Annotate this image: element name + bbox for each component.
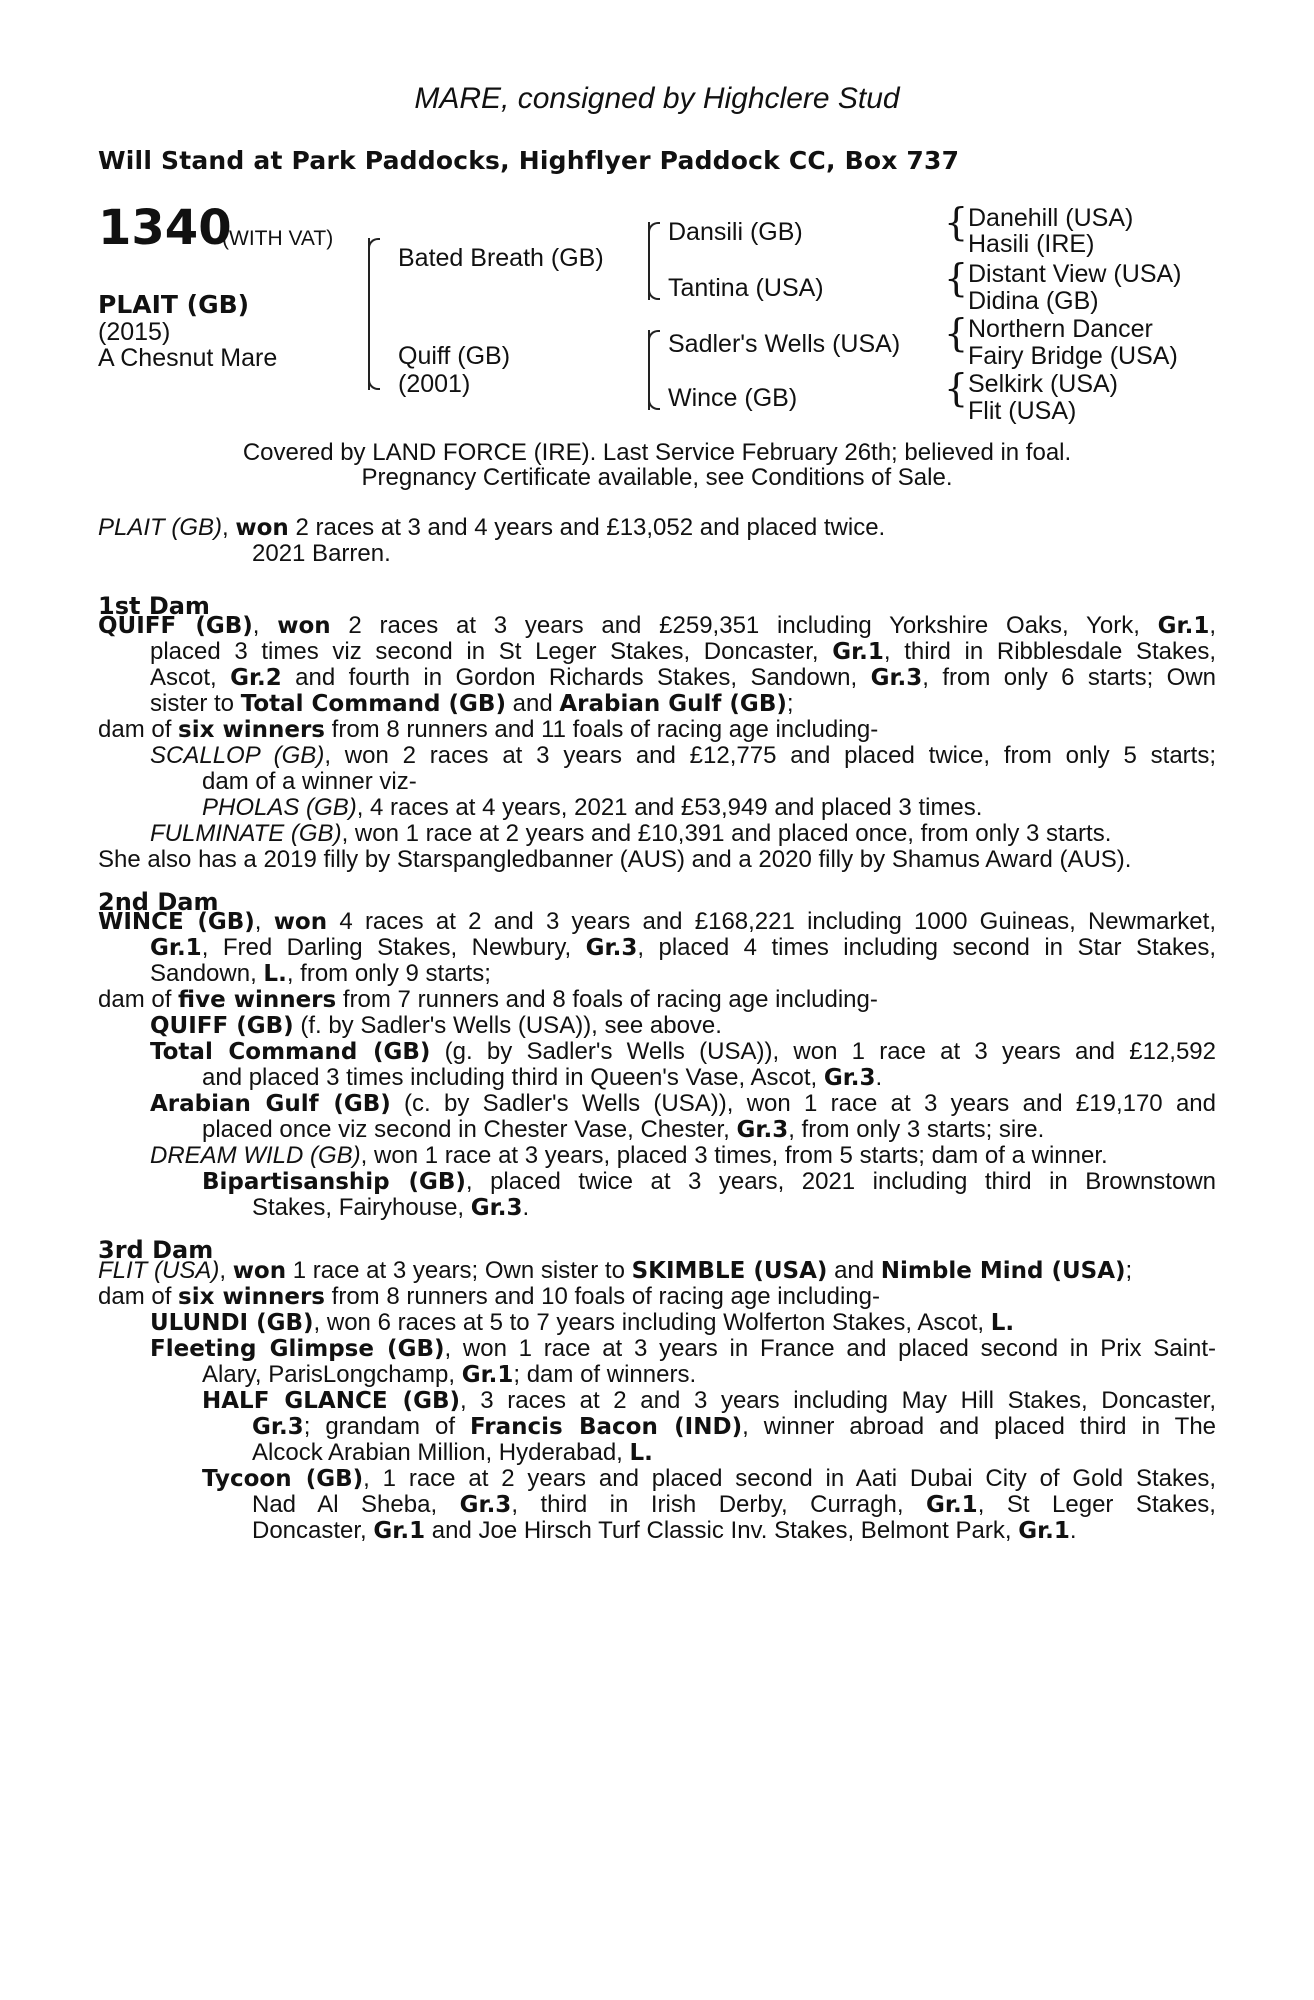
dam3-l1-seg: won [232, 1258, 287, 1284]
dam3-l7-seg: Francis Bacon (IND) [470, 1414, 743, 1440]
dam3-l7-seg: Gr.3 [252, 1414, 304, 1440]
dam1-line-l6 [150, 743, 1216, 769]
dam3-l1-seg: , [219, 1257, 233, 1284]
dam1-l4-seg: Total Command (GB) [240, 691, 506, 717]
brace-glyph-4: { [944, 366, 969, 410]
horse-description: A Chesnut Mare [98, 344, 278, 372]
dam2-l1-seg: , [254, 908, 274, 935]
dam2-l3-seg: , from only 9 starts; [286, 960, 491, 987]
dam3-line-l4 [150, 1336, 1216, 1363]
pedigree-brace-main [368, 238, 380, 390]
covered-line: Covered by LAND FORCE (IRE). Last Service February 26th; believed in foal. [242, 439, 1072, 466]
dam3-line-l8 [252, 1440, 653, 1467]
dam3-l10-seg: , third in Irish Derby, Curragh, [511, 1491, 926, 1518]
dam3-l5-seg: ; dam of winners. [513, 1361, 697, 1388]
dam1-line-l10: She also has a 2019 filly by Starspangledbanner (AUS) and a 2020 filly by Shamus Award (AUS). [98, 846, 1132, 873]
dam3-l1-seg: SKIMBLE (USA) [631, 1258, 828, 1284]
plait-record: PLAIT (GB), won 2 races at 3 and 4 years and £13,052 and placed twice. [98, 514, 886, 541]
dam3-line-l1 [98, 1258, 1132, 1285]
dam3-l3-seg: ULUNDI (GB) [150, 1310, 314, 1336]
dam3-l5-seg: Alary, ParisLongchamp, [202, 1361, 462, 1388]
pedigree-dam-dam: Wince (GB) [668, 384, 798, 412]
dam2-l12-seg: Stakes, Fairyhouse, [252, 1194, 471, 1221]
dam1-line-l8 [202, 795, 982, 821]
dam1-line-l7: dam of a winner viz- [202, 768, 417, 795]
dam1-line-l3 [150, 665, 1216, 692]
dam3-line-l9 [202, 1466, 1216, 1493]
plait-2021: 2021 Barren. [252, 540, 391, 567]
plait-record-text: 2 races at 3 and 4 years and £13,052 and placed twice. [288, 514, 886, 541]
pregnancy-line: Pregnancy Certificate available, see Conditions of Sale. [361, 464, 953, 491]
dam1-l1-seg: , [252, 612, 278, 639]
dam3-l8-seg: L. [629, 1440, 653, 1466]
dam3-line-l2 [98, 1284, 880, 1311]
dam3-l7-seg: ; grandam of [303, 1413, 470, 1440]
dam2-l9-seg: Gr.3 [736, 1117, 789, 1143]
dam1-l2-seg: placed 3 times viz second in St Leger Stakes, Doncaster, [150, 638, 833, 665]
lot-number: 1340 [98, 200, 232, 256]
brace-glyph-3: { [944, 311, 969, 355]
dam3-l2-seg: dam of [98, 1283, 179, 1310]
pedigree-dss: Northern Dancer [968, 315, 1153, 343]
dam1-l6-seg: , won 2 races at 3 years and £12,775 and placed twice, from only 5 starts; [324, 742, 1216, 769]
dam2-l12-seg: Gr.3 [470, 1195, 523, 1221]
dam2-line-l1 [98, 909, 1216, 936]
dam1-l3-seg: Ascot, [150, 664, 231, 691]
dam1-l3-seg: , from only 6 starts; Own [922, 664, 1216, 691]
dam1-l2-seg: Gr.1 [832, 639, 884, 665]
consignor-line: MARE, consigned by Highclere Stud [414, 82, 900, 115]
dam2-l11-seg: , placed twice at 3 years, 2021 including third in Brownstown [465, 1168, 1216, 1195]
dam2-l7-seg: Gr.3 [823, 1065, 876, 1091]
dam1-l3-seg: and fourth in Gordon Richards Stakes, Sandown, [281, 664, 871, 691]
dam3-l10-seg: Gr.3 [459, 1492, 512, 1518]
dam2-line-l4 [98, 987, 878, 1014]
dam1-line-l9 [150, 821, 1111, 847]
dam2-l7-seg: . [875, 1064, 883, 1091]
dam3-l2-seg: six winners [178, 1284, 325, 1310]
pedigree-sss: Danehill (USA) [968, 204, 1134, 232]
dam1-line-l4 [150, 691, 794, 718]
dam1-line-l5 [98, 717, 878, 744]
dam2-l2-seg: , Fred Darling Stakes, Newbury, [201, 934, 586, 961]
dam2-l4-seg: from 7 runners and 8 foals of racing age including- [336, 986, 878, 1013]
dam1-l2-seg: , third in Ribblesdale Stakes, [883, 638, 1216, 665]
dam3-l1-seg: and [827, 1257, 881, 1284]
brace-glyph-1: { [944, 200, 969, 244]
pedigree-sdd: Didina (GB) [968, 287, 1099, 315]
dam1-line-l1 [98, 613, 1216, 640]
horse-year: (2015) [98, 318, 171, 346]
plait-name: PLAIT (GB) [98, 514, 223, 541]
dam3-l8-seg: Alcock Arabian Million, Hyderabad, [252, 1439, 630, 1466]
dam2-l6-seg: Total Command (GB) [150, 1039, 431, 1065]
dam1-l4-seg: Arabian Gulf (GB) [559, 691, 787, 717]
dam3-l10-seg: , St Leger Stakes, [977, 1491, 1216, 1518]
dam2-l10-seg: , won 1 race at 3 years, placed 3 times, from 5 starts; dam of a winner. [360, 1142, 1108, 1169]
dam2-l8-seg: Arabian Gulf (GB) [150, 1091, 391, 1117]
dam3-l1-seg: ; [1125, 1257, 1133, 1284]
dam2-l2-seg: Gr.1 [150, 935, 202, 961]
dam3-l4-seg: , won 1 race at 3 years in France and placed second in Prix Saint- [444, 1335, 1216, 1362]
dam3-l4-seg: Fleeting Glimpse (GB) [150, 1336, 445, 1362]
dam3-l10-seg: Nad Al Sheba, [252, 1491, 460, 1518]
dam2-l9-seg: placed once viz second in Chester Vase, Chester, [202, 1116, 737, 1143]
dam1-l4-seg: ; [786, 690, 794, 717]
dam2-l1-seg: 4 races at 2 and 3 years and £168,221 including 1000 Guineas, Newmarket, [327, 908, 1216, 935]
dam3-l11-seg: Gr.1 [1018, 1518, 1070, 1544]
dam3-l10-seg: Gr.1 [926, 1492, 978, 1518]
dam2-l2-seg: Gr.3 [585, 935, 638, 961]
dam3-line-l11 [252, 1518, 1077, 1545]
dam1-l3-seg: Gr.2 [230, 665, 282, 691]
third-dam-heading: 3rd Dam [98, 1236, 214, 1264]
dam1-l4-seg: sister to [150, 690, 241, 717]
dam2-l4-seg: five winners [178, 987, 337, 1013]
second-dam-heading: 2nd Dam [98, 888, 219, 916]
dam2-l5-seg: QUIFF (GB) [150, 1013, 294, 1039]
dam1-l5-seg: six winners [178, 717, 325, 743]
dam3-l11-seg: and Joe Hirsch Turf Classic Inv. Stakes, Belmont Park, [425, 1517, 1019, 1544]
dam3-l6-seg: , 3 races at 2 and 3 years including May Hill Stakes, Doncaster, [460, 1387, 1217, 1414]
dam3-line-l5 [202, 1362, 696, 1389]
dam3-l5-seg: Gr.1 [461, 1362, 514, 1388]
dam2-line-l9 [202, 1117, 1044, 1144]
dam1-line-l2 [150, 639, 1216, 666]
dam2-line-l3 [150, 961, 491, 988]
dam1-l9-seg: , won 1 race at 2 years and £10,391 and placed once, from only 3 starts. [341, 820, 1112, 847]
dam3-line-l3 [150, 1310, 1014, 1337]
dam2-l8-seg: (c. by Sadler's Wells (USA)), won 1 race at 3 years and £19,170 and [390, 1090, 1216, 1117]
pedigree-brace-dam [648, 330, 658, 410]
pedigree-dam-sire: Sadler's Wells (USA) [668, 330, 901, 358]
pedigree-dsd: Fairy Bridge (USA) [968, 342, 1178, 370]
dam1-l5-seg: dam of [98, 716, 179, 743]
dam1-l1-seg: 2 races at 3 years and £259,351 including Yorkshire Oaks, York, [330, 612, 1158, 639]
dam2-l7-seg: and placed 3 times including third in Queen's Vase, Ascot, [202, 1064, 824, 1091]
dam2-l1-seg: won [273, 909, 328, 935]
pedigree-sds: Distant View (USA) [968, 260, 1182, 288]
dam1-l5-seg: from 8 runners and 11 foals of racing age including- [324, 716, 879, 743]
dam2-l6-seg: (g. by Sadler's Wells (USA)), won 1 race at 3 years and £12,592 [430, 1038, 1216, 1065]
dam3-l1-seg: FLIT (USA) [98, 1257, 220, 1284]
pedigree-sire: Bated Breath (GB) [398, 244, 604, 272]
dam3-l11-seg: Doncaster, [252, 1517, 374, 1544]
dam3-l11-seg: . [1069, 1517, 1077, 1544]
dam2-l9-seg: , from only 3 starts; sire. [788, 1116, 1045, 1143]
dam1-l1-seg: won [277, 613, 331, 639]
dam2-line-l5 [150, 1013, 722, 1040]
dam2-l10-seg: DREAM WILD (GB) [150, 1142, 361, 1169]
dam2-line-l11 [202, 1169, 1216, 1196]
dam2-l3-seg: L. [263, 961, 287, 987]
dam3-l9-seg: , 1 race at 2 years and placed second in Aati Dubai City of Gold Stakes, [363, 1465, 1216, 1492]
stand-location: Will Stand at Park Paddocks, Highflyer Paddock CC, Box 737 [98, 146, 960, 175]
dam3-l2-seg: from 8 runners and 10 foals of racing age including- [324, 1283, 880, 1310]
dam1-l1-seg: Gr.1 [1157, 613, 1210, 639]
dam1-l1-seg: QUIFF (GB) [98, 613, 253, 639]
dam3-l7-seg: , winner abroad and placed third in The [742, 1413, 1217, 1440]
dam2-line-l6 [150, 1039, 1216, 1066]
dam3-line-l7 [252, 1414, 1216, 1441]
horse-name: PLAIT (GB) [98, 290, 250, 319]
pedigree-sire-sire: Dansili (GB) [668, 218, 803, 246]
dam2-line-l7 [202, 1065, 882, 1092]
pedigree-sire-dam: Tantina (USA) [668, 274, 824, 302]
dam2-l2-seg: , placed 4 times including second in Star Stakes, [637, 934, 1216, 961]
dam2-line-l2 [150, 935, 1216, 962]
first-dam-heading: 1st Dam [98, 592, 210, 620]
dam1-l4-seg: and [505, 690, 560, 717]
dam2-l11-seg: Bipartisanship (GB) [202, 1169, 466, 1195]
dam1-l6-seg: SCALLOP (GB) [150, 742, 325, 769]
dam2-l12-seg: . [522, 1194, 530, 1221]
brace-glyph-2: { [944, 256, 969, 300]
dam3-l1-seg: 1 race at 3 years; Own sister to [286, 1257, 632, 1284]
dam2-l5-seg: (f. by Sadler's Wells (USA)), see above. [293, 1012, 722, 1039]
pedigree-dds: Selkirk (USA) [968, 370, 1119, 398]
dam3-l9-seg: Tycoon (GB) [202, 1466, 364, 1492]
dam1-l8-seg: , 4 races at 4 years, 2021 and £53,949 and placed 3 times. [356, 794, 983, 821]
dam3-l3-seg: , won 6 races at 5 to 7 years including Wolferton Stakes, Ascot, [313, 1309, 991, 1336]
pedigree-brace-sire [648, 222, 658, 300]
dam2-line-l10 [150, 1143, 1108, 1169]
dam3-line-l10 [252, 1492, 1216, 1519]
dam2-l1-seg: WINCE (GB) [98, 909, 255, 935]
pedigree-dam: Quiff (GB) [398, 342, 511, 370]
dam3-l1-seg: Nimble Mind (USA) [880, 1258, 1126, 1284]
dam2-line-l8 [150, 1091, 1216, 1118]
dam2-l4-seg: dam of [98, 986, 179, 1013]
vat-note: (WITH VAT) [222, 227, 334, 250]
dam1-l1-seg: , [1209, 612, 1216, 639]
dam1-l9-seg: FULMINATE (GB) [150, 820, 342, 847]
dam2-line-l12 [252, 1195, 529, 1222]
dam3-l6-seg: HALF GLANCE (GB) [202, 1388, 460, 1414]
plait-won: won [235, 515, 289, 541]
pedigree-ddd: Flit (USA) [968, 397, 1077, 425]
dam3-line-l6 [202, 1388, 1216, 1415]
pedigree-dam-year: (2001) [398, 370, 471, 398]
dam1-l3-seg: Gr.3 [870, 665, 923, 691]
dam3-l11-seg: Gr.1 [373, 1518, 426, 1544]
pedigree-ssd: Hasili (IRE) [968, 230, 1095, 258]
dam3-l3-seg: L. [990, 1310, 1015, 1336]
dam2-l3-seg: Sandown, [150, 960, 264, 987]
dam1-l8-seg: PHOLAS (GB) [202, 794, 357, 821]
